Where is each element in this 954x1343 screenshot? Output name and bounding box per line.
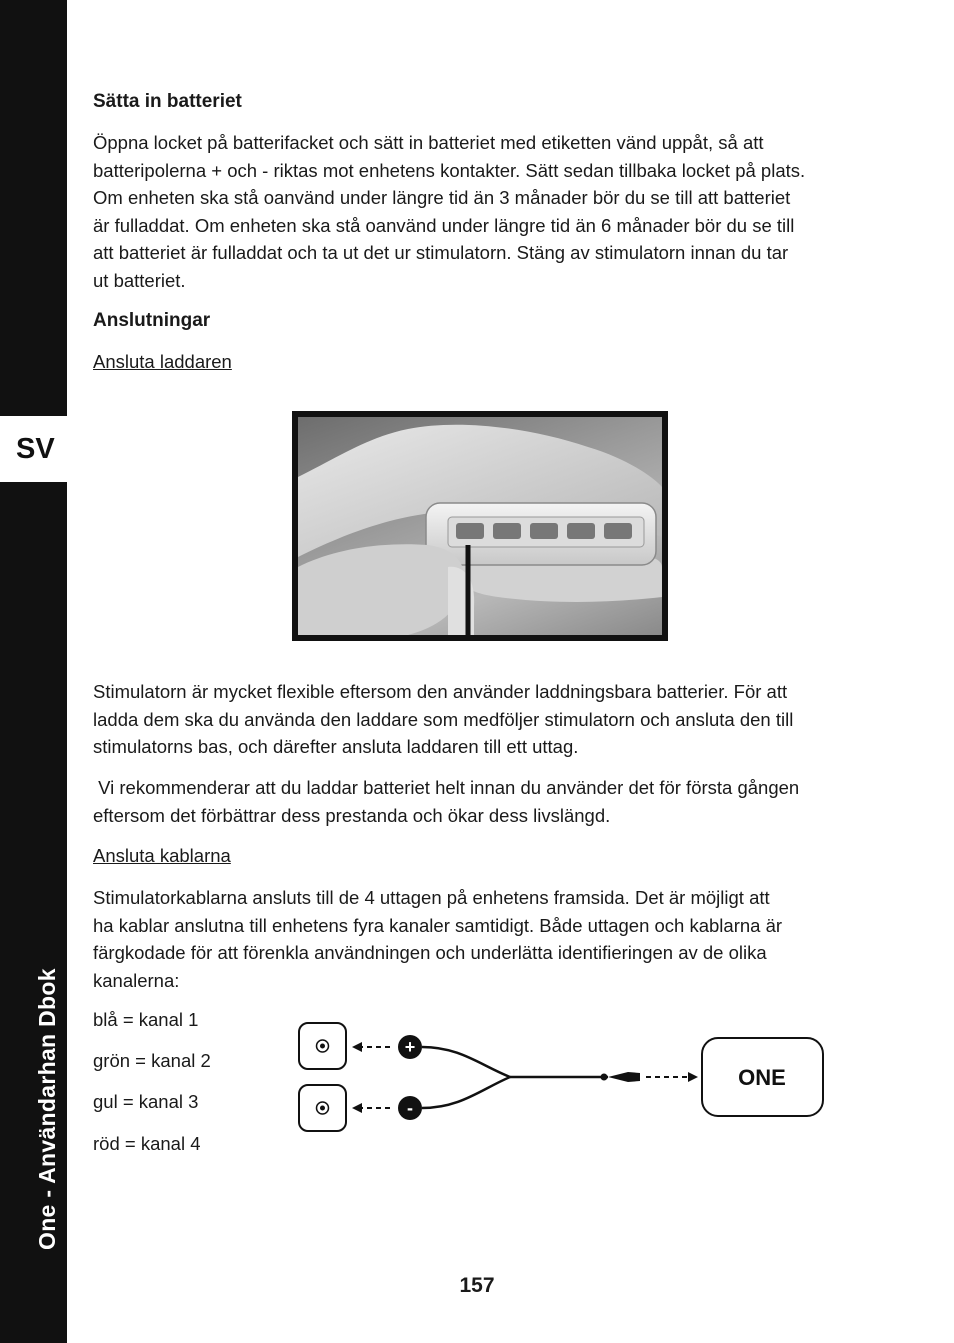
battery-heading: Sätta in batteriet [93,91,242,112]
text-line: batteripolerna + och - riktas mot enhetens kontakter. Sätt sedan tillbaka locket på plats. [93,159,806,181]
cable-branch-plus [422,1047,510,1077]
cable-diagram [290,1015,830,1140]
text-line: är fulladdat. Om enheten ska stå oanvänd under längre tid än 6 månader bör du se till [93,214,795,236]
electrode-plus [299,1023,346,1069]
text-line: Om enheten ska stå oanvänd under längre tid än 3 månader bör du se till att batteriet [93,187,791,208]
text-line: kanalerna: [93,969,180,991]
channel-1: blå = kanal 1 [93,1009,199,1030]
charger-photo [292,411,668,641]
charger-subheading: Ansluta laddaren [93,351,232,372]
cables-subheading: Ansluta kablarna [93,845,231,866]
hand-device-illustration [298,417,662,635]
text-line: ha kablar anslutna till enhetens fyra kanaler samtidigt. Både uttagen och kablarna är [93,914,783,936]
text-line: Stimulatorkablarna ansluts till de 4 uttagen på enhetens framsida. Det är möjligt att [93,887,770,908]
charger-paragraph-2 [93,774,893,829]
charger-paragraph-1 [93,678,893,761]
text-line: Stimulatorn är mycket flexible eftersom den använder laddningsbara batterier. För att [93,681,788,702]
text-line: att batteriet är fulladdat och ta ut det ur stimulatorn. Stäng av stimulatorn innan du tar [93,242,789,263]
text-line: stimulatorns bas, och därefter ansluta laddaren till ett uttag. [93,736,579,757]
language-code: SV [16,433,55,465]
text-line: Öppna locket på batterifacket och sätt in batteriet med etiketten vänd uppåt, så att [93,132,764,153]
device-box [702,1038,823,1116]
device-label: ONE [738,1065,786,1090]
text-line: ladda dem ska du använda den laddare som medföljer stimulatorn och ansluta den till [93,708,794,730]
cables-paragraph [93,884,893,994]
cable-junction [601,1074,608,1081]
electrode-minus [299,1085,346,1131]
cable-branch-minus [422,1077,510,1108]
cable-connector [608,1072,640,1082]
connections-heading: Anslutningar [93,310,211,331]
dashed-arrow-plus [352,1042,390,1052]
minus-label: - [407,1098,413,1118]
text-line: färgkodade för att förenkla användningen och underlätta identifieringen av de olika [93,942,767,963]
dashed-arrow-device [646,1072,698,1082]
plus-plug [398,1035,422,1059]
minus-plug [398,1096,422,1120]
battery-body [93,129,893,294]
plus-label: + [404,1037,416,1057]
text-line: ut batteriet. [93,269,186,291]
channel-3: gul = kanal 3 [93,1091,199,1112]
channel-2: grön = kanal 2 [93,1050,211,1071]
text-line: eftersom det förbättrar dess prestanda och ökar dess livslängd. [93,804,611,826]
page-number: 157 [459,1274,495,1297]
text-line: Vi rekommenderar att du laddar batteriet helt innan du använder det för första gången [93,777,800,798]
dashed-arrow-minus [352,1103,390,1113]
manual-title: One - Användarhan Dbok [34,968,60,1250]
channel-4: röd = kanal 4 [93,1133,201,1154]
